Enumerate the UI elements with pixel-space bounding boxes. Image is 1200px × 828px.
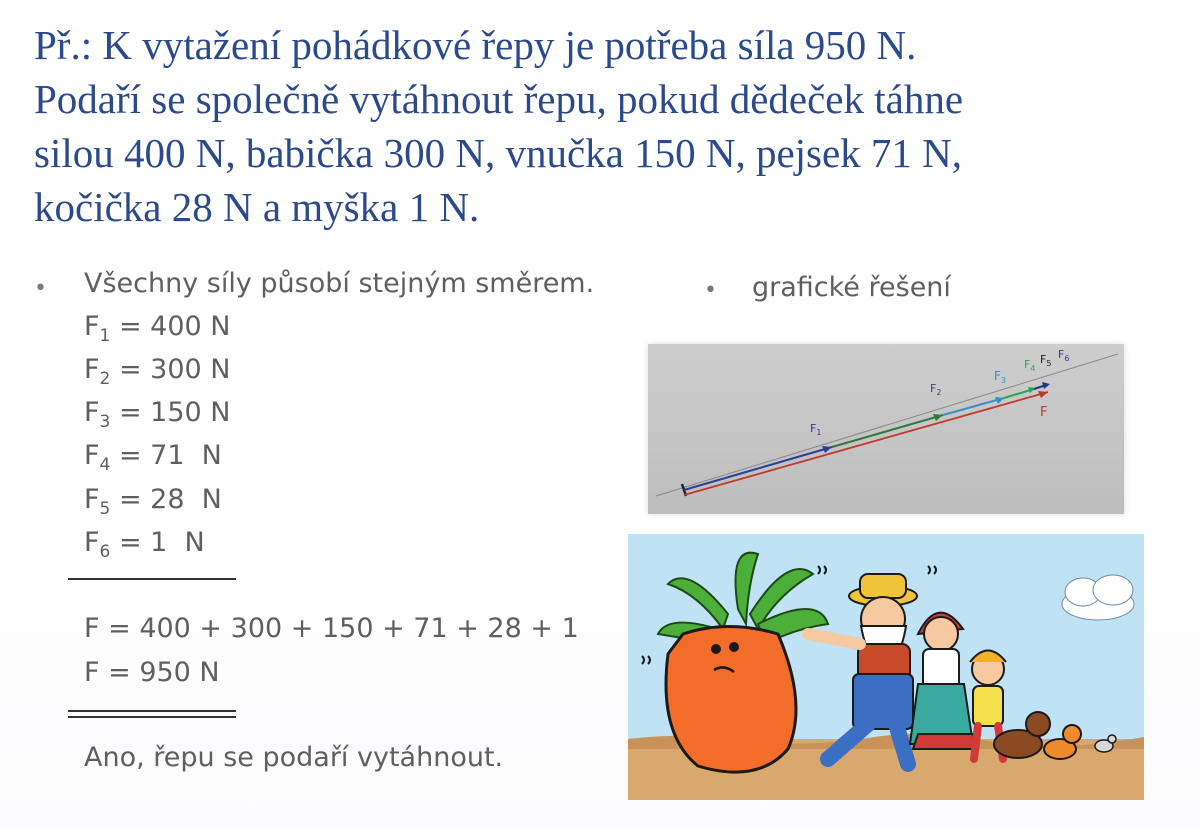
label-f6: $F_6$ (1058, 348, 1070, 363)
force-row-5 (84, 484, 222, 519)
label-f2: $F_2$ (930, 382, 942, 397)
vector-diagram-photo (648, 344, 1124, 514)
same-direction-statement: Všechny síly působí stejným směrem. (84, 268, 595, 299)
result-underline-bottom (68, 716, 236, 718)
vector-resultant-arrowhead (1038, 391, 1048, 398)
force-row-2 (84, 354, 230, 389)
force-row-4 (84, 440, 222, 475)
label-f4: $F_4$ (1024, 358, 1036, 373)
force-row-6 (84, 527, 205, 562)
force-symbol: F (84, 311, 100, 342)
force-row-1 (84, 311, 230, 346)
force-subscript: 3 (99, 412, 111, 432)
vector-f1-arrowhead (822, 446, 832, 453)
guide-line (656, 354, 1118, 496)
graphic-solution-heading: grafické řešení (752, 272, 951, 303)
force-subscript: 5 (99, 499, 111, 519)
force-value: = 400 N (110, 311, 231, 342)
force-value: = 300 N (110, 354, 231, 385)
force-subscript: 6 (99, 542, 111, 562)
force-symbol: F (84, 484, 100, 515)
title-line-4: kočička 28 N a myška 1 N. (34, 184, 480, 230)
force-symbol: F (84, 354, 100, 385)
turnip-eye-left (711, 644, 721, 654)
result-underline-top (68, 710, 236, 712)
vector-resultant (684, 392, 1048, 495)
conclusion: Ano, řepu se podaří vytáhnout. (84, 742, 504, 773)
cartoon-drawing (628, 534, 1144, 800)
label-f3: $F_3$ (994, 369, 1006, 385)
force-symbol: F (84, 440, 100, 471)
sum-result: F = 950 N (84, 657, 220, 688)
vector-f1 (684, 447, 832, 490)
force-symbol: F (84, 397, 100, 428)
vector-f5-arrowhead (1042, 382, 1050, 389)
title-line-3: silou 400 N, babička 300 N, vnučka 150 N, pejsek 71 N, (34, 130, 963, 176)
label-f5: $F_5$ (1040, 353, 1052, 368)
force-value: = 1 N (110, 527, 205, 558)
label-f1: $F_1$ (810, 422, 822, 437)
force-subscript: 4 (99, 455, 111, 475)
force-symbol: F (84, 527, 100, 558)
sum-expression: F = 400 + 300 + 150 + 71 + 28 + 1 (84, 613, 579, 644)
cloud (1062, 575, 1134, 620)
force-subscript: 2 (99, 369, 111, 389)
bullet-right: • (704, 278, 717, 303)
turnip-eye-right (729, 642, 739, 652)
sum-divider (68, 578, 236, 580)
label-f-result: F (1040, 405, 1048, 420)
vector-f2-arrowhead (933, 414, 943, 421)
force-subscript: 1 (99, 326, 111, 346)
title-line-2: Podaří se společně vytáhnout řepu, pokud dědeček táhne (34, 76, 964, 122)
vector-diagram (648, 344, 1124, 514)
turnip-cartoon-illustration (628, 534, 1144, 800)
force-value: = 71 N (110, 440, 222, 471)
title-line-1: Př.: K vytažení pohádkové řepy je potřeba síla 950 N. (34, 22, 917, 68)
force-value: = 150 N (110, 397, 231, 428)
bullet-left: • (34, 276, 47, 301)
force-value: = 28 N (110, 484, 222, 515)
vector-f2 (832, 415, 943, 447)
force-row-3 (84, 397, 230, 432)
problem-statement (34, 18, 1174, 234)
